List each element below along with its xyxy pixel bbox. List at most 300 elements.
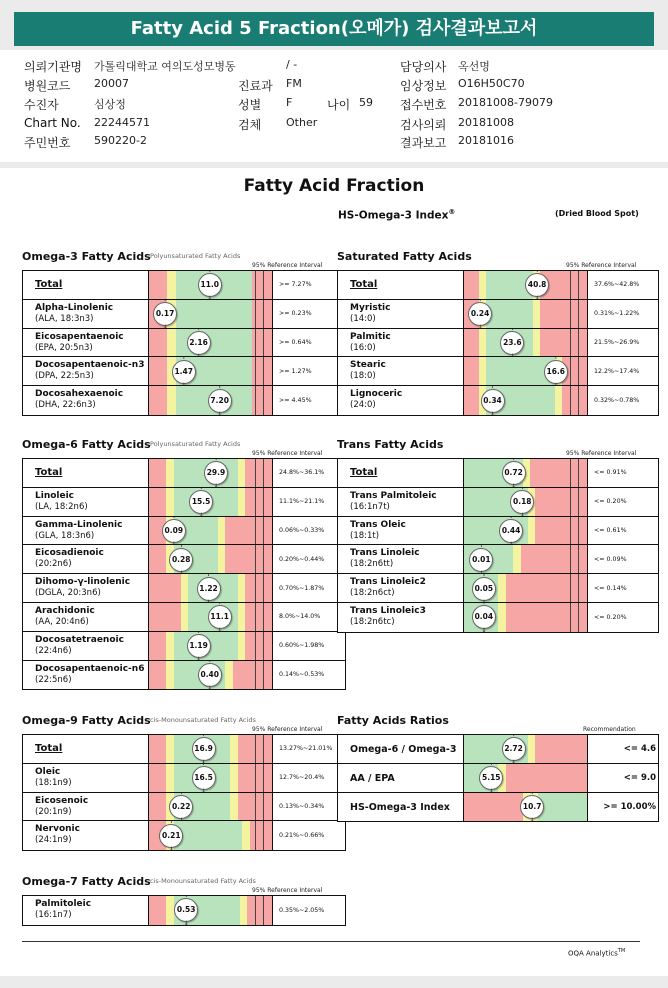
row-label [338,459,464,487]
borderline-zone [528,517,535,545]
reference-value: <= 0.09% [594,555,627,563]
row-label [23,821,149,850]
reference-value: 13.27%~21.01% [279,745,333,753]
range-marker-line [570,300,571,328]
row-name: Eicosadienoic [35,548,104,559]
row-formula: (24:1n9) [35,835,72,846]
omega6-section-subtitle: Polyunsaturated Fatty Acids [150,440,241,448]
row-formula: (GLA, 18:3n6) [35,530,95,541]
borderline-zone [238,603,245,631]
borderline-zone [238,459,245,487]
range-marker-line [578,357,579,385]
row-name: Docosahexaenoic [35,389,124,400]
ratios-table [337,734,659,822]
range-marker-line [263,357,264,385]
row-formula: (24:0) [350,400,376,411]
table-row [338,488,658,517]
range-marker-line [578,574,579,602]
borderline-zone [166,661,173,690]
reference-value: >= 4.45% [279,397,312,405]
range-marker-line [578,271,579,299]
row-label [23,764,149,792]
borderline-zone [528,735,535,763]
header-value-hospital-code: 20007 [94,77,129,90]
reference-value: <= 0.61% [594,526,627,534]
header-label-receipt-no: 접수번호 [400,98,447,112]
range-bar [464,271,588,299]
omega7-table [22,895,346,926]
result-value-bubble: ↑ 0.18 ↓ [510,490,534,514]
header-label-specimen: 검체 [238,118,262,132]
table-row [338,459,658,488]
range-marker-line [255,517,256,545]
borderline-zone [498,603,505,632]
result-value-bubble: ↑ 7.20 ↓ [208,389,232,413]
reference-value: 12.7%~20.4% [279,774,325,782]
omega7-reference-label: 95% Reference Interval [252,887,323,894]
row-name: Trans Oleic [350,519,406,530]
row-name: Stearic [350,360,386,371]
omega9-table [22,734,346,851]
row-label [338,603,464,632]
borderline-zone [218,517,225,545]
row-formula: (18:2n6tt) [350,559,394,570]
range-bar [464,488,588,516]
omega7-section-subtitle: cis-Monounsaturated Fatty Acids [150,877,256,885]
reference-value: 0.32%~0.78% [594,397,640,405]
row-label [23,574,149,602]
borderline-zone [479,329,486,357]
borderline-zone [166,488,173,516]
range-marker-line [263,517,264,545]
reference-value: 11.1%~21.1% [279,498,325,506]
table-row [338,793,658,822]
patient-header [0,50,668,162]
range-marker-line [255,459,256,487]
range-bar [149,574,273,602]
result-value-bubble: ↑ 10.7 ↓ [520,795,544,819]
table-row [23,603,345,632]
result-value-bubble: ↑ 5.15 ↓ [479,766,503,790]
range-bar [464,386,588,415]
footer-brand-text: OQA Analytics [568,949,618,958]
range-bar [149,329,273,357]
range-marker-line [255,764,256,792]
reference-value: >= 1.27% [279,367,312,375]
result-value-bubble: ↑ 0.04 ↓ [472,605,496,629]
range-bar [149,896,273,925]
range-marker-line [570,459,571,487]
range-marker-line [255,574,256,602]
registered-mark: ® [448,208,456,216]
range-marker-line [263,821,264,850]
reference-value: <= 0.91% [594,469,627,477]
range-bar [149,459,273,487]
range-marker-line [263,574,264,602]
result-value-bubble: ↑ 0.44 ↓ [499,519,523,543]
row-label [338,517,464,545]
reference-value: <= 9.0 [623,772,656,783]
range-marker-line [578,459,579,487]
row-label [338,793,464,822]
row-name: Total [35,279,63,290]
reference-value: 12.2%~17.4% [594,367,640,375]
header-value-department: FM [286,77,302,90]
reference-value: <= 0.20% [594,613,627,621]
range-marker-line [263,793,264,821]
range-marker-line [255,545,256,573]
row-name: Arachidonic [35,606,95,616]
result-value-bubble: ↑ 1.47 ↓ [172,360,196,384]
table-row [23,661,345,690]
trademark-mark: TM [617,948,626,954]
header-value-hospital: 가톨릭대학교 여의도성모병동 [94,60,236,73]
omega9-section-subtitle: cis-Monounsaturated Fatty Acids [150,716,256,724]
row-formula: (14:0) [350,313,376,324]
result-value-bubble: ↑ 0.24 ↓ [468,302,492,326]
range-marker-line [578,386,579,415]
table-row [338,271,658,300]
header-label-id-number: 주민번호 [24,136,71,150]
range-bar [464,574,588,602]
table-row [338,517,658,546]
row-formula: (DPA, 22:5n3) [35,371,94,382]
row-name: Palmitoleic [35,899,92,909]
range-marker-line [570,488,571,516]
row-name: Total [350,467,378,478]
borderline-zone [533,329,540,357]
hs-omega3-index-title-text: HS-Omega-3 Index [338,209,449,222]
range-marker-line [570,329,571,357]
result-value-bubble: ↑ 2.72 ↓ [502,737,526,761]
table-row [338,603,658,632]
table-row [338,386,658,415]
footer-brand [568,948,625,957]
range-marker-line [263,271,264,299]
result-value-bubble: ↑ 0.17 ↓ [153,302,177,326]
borderline-zone [533,300,540,328]
range-bar [149,793,273,821]
reference-value: >= 0.23% [279,310,312,318]
reference-value: >= 10.00% [603,801,656,812]
range-marker-line [263,735,264,763]
header-label-clinical-info: 임상정보 [400,79,447,93]
normal-zone [486,300,533,328]
reference-value: <= 0.14% [594,584,627,592]
range-bar [149,764,273,792]
range-marker-line [255,271,256,299]
trans-table [337,458,659,633]
reference-value: 37.6%~42.8% [594,281,640,289]
sample-type: (Dried Blood Spot) [555,209,639,218]
header-label-request-date: 검사의뢰 [400,118,447,132]
omega6-reference-label: 95% Reference Interval [252,450,323,457]
row-formula: (DGLA, 20:3n6) [35,588,101,599]
header-label-sex: 성별 [238,98,262,112]
reference-value: 0.31%~1.22% [594,310,640,318]
reference-value: >= 7.27% [279,281,312,289]
range-marker-line [570,517,571,545]
borderline-zone [498,574,505,602]
reference-value: 0.21%~0.66% [279,832,325,840]
result-value-bubble: ↑ 16.6 ↓ [544,360,568,384]
borderline-zone [240,896,247,925]
omega9-section-title: Omega-9 Fatty Acids [22,714,151,727]
range-marker-line [578,329,579,357]
row-formula: (16:1n7) [35,910,72,920]
borderline-zone [181,603,188,631]
row-name: Trans Linoleic2 [350,577,426,588]
borderline-zone [166,459,173,487]
range-bar [149,735,273,763]
range-marker-line [578,603,579,632]
result-value-bubble: ↑ 29.9 ↓ [204,461,228,485]
reference-value: 0.14%~0.53% [279,671,325,679]
row-label [23,300,149,328]
range-bar [149,632,273,660]
table-row [23,300,345,329]
range-marker-line [255,896,256,925]
trans-section-title: Trans Fatty Acids [337,438,444,451]
row-name: Trans Linoleic3 [350,606,426,616]
range-bar [464,300,588,328]
row-name: Oleic [35,766,61,777]
borderline-zone [230,793,237,821]
row-name: Total [350,279,378,290]
borderline-zone [238,632,245,660]
row-formula: (20:1n9) [35,806,72,817]
saturated-section-title: Saturated Fatty Acids [337,250,472,263]
borderline-zone [230,735,237,763]
table-row [338,300,658,329]
row-formula: (16:1n7t) [350,501,390,512]
borderline-zone [555,386,562,415]
table-row [23,574,345,603]
borderline-zone [242,821,249,850]
row-label [23,896,149,925]
row-label [23,488,149,516]
row-formula: (AA, 20:4n6) [35,617,89,627]
header-value-request-date: 20181008 [458,116,514,129]
range-marker-line [578,300,579,328]
reference-value: 0.06%~0.33% [279,526,325,534]
reference-value: <= 0.20% [594,498,627,506]
result-value-bubble: ↑ 0.05 ↓ [472,577,496,601]
range-marker-line [578,488,579,516]
range-marker-line [570,271,571,299]
row-name: Docosapentaenoic-n6 [35,663,145,674]
header-label-chart-no: Chart No. [24,116,81,130]
range-marker-line [255,661,256,690]
row-formula: (22:5n6) [35,674,72,685]
borderline-zone [238,574,245,602]
range-marker-line [263,459,264,487]
ratios-reference-label: Recommendation [583,726,636,733]
result-value-bubble: ↑ 0.34 ↓ [481,389,505,413]
range-bar [464,357,588,385]
header-value-ward: / - [286,58,298,71]
row-label [23,603,149,631]
table-row [23,488,345,517]
row-name: Lignoceric [350,389,403,400]
row-label [23,459,149,487]
row-label [23,735,149,763]
table-row [23,329,345,358]
range-marker-line [263,603,264,631]
header-label-patient: 수진자 [24,98,59,112]
borderline-zone [181,574,188,602]
header-label-department: 진료과 [238,79,273,93]
omega3-table [22,270,346,416]
row-name: Eicosenoic [35,795,89,806]
range-marker-line [263,329,264,357]
range-marker-line [255,386,256,415]
header-label-report-date: 결과보고 [400,136,447,150]
row-name: Eicosapentaenoic [35,331,124,342]
range-marker-line [255,603,256,631]
result-value-bubble: ↑ 0.21 ↓ [159,824,183,848]
row-name: Trans Linoleic [350,548,420,559]
header-label-age: 나이 [327,98,351,112]
range-bar [149,603,273,631]
row-formula: (18:1n9) [35,777,72,788]
reference-value: 0.70%~1.87% [279,584,325,592]
range-marker-line [263,545,264,573]
normal-zone [538,793,587,822]
range-bar [149,517,273,545]
reference-value: 8.0%~14.0% [279,613,321,621]
row-label [338,764,464,792]
borderline-zone [230,764,237,792]
row-label [338,386,464,415]
row-label [338,545,464,573]
saturated-table [337,270,659,416]
borderline-zone [218,545,225,573]
range-bar [464,517,588,545]
row-name: Palmitic [350,331,391,342]
range-marker-line [578,517,579,545]
borderline-zone [166,896,173,925]
table-row [23,271,345,300]
omega9-reference-label: 95% Reference Interval [252,726,323,733]
row-formula: (20:2n6) [35,559,72,570]
result-value-bubble: ↑ 0.09 ↓ [162,519,186,543]
range-bar [149,488,273,516]
row-label [23,357,149,385]
table-row [338,545,658,574]
omega3-section-subtitle: Polyunsaturated Fatty Acids [150,252,241,260]
row-name: Dihomo-γ-linolenic [35,577,131,588]
row-label [23,271,149,299]
range-marker-line [578,545,579,573]
borderline-zone [166,632,173,660]
range-bar [464,329,588,357]
reference-value: >= 0.64% [279,338,312,346]
row-name: Docosatetraenoic [35,634,124,645]
normal-zone [174,821,243,850]
borderline-zone [238,488,245,516]
row-name: Alpha-Linolenic [35,302,114,313]
header-value-id-number: 590220-2 [94,134,147,147]
reference-value: 0.20%~0.44% [279,555,325,563]
borderline-zone [479,271,486,299]
table-row [23,764,345,793]
row-name: HS-Omega-3 Index [350,801,450,813]
row-label [338,271,464,299]
row-name: Omega-6 / Omega-3 [350,744,457,755]
header-label-hospital-code: 병원코드 [24,79,71,93]
range-bar [149,661,273,690]
row-formula: (18:2n6tc) [350,617,395,627]
row-label [338,300,464,328]
result-value-bubble: ↑ 16.5 ↓ [192,766,216,790]
row-name: Myristic [350,302,391,313]
footer-divider [22,941,640,942]
table-row [23,459,345,488]
range-bar [464,603,588,632]
range-bar [149,300,273,328]
header-value-age: 59 [359,96,373,109]
table-row [23,821,345,850]
reference-value: 21.5%~26.9% [594,338,640,346]
table-row [23,896,345,925]
row-formula: (18:0) [350,371,376,382]
header-value-clinical-info: O16H50C70 [458,77,525,90]
header-value-chart-no: 22244571 [94,116,150,129]
range-bar [464,764,588,792]
table-row [23,793,345,822]
result-value-bubble: ↑ 0.22 ↓ [169,795,193,819]
table-row [23,386,345,415]
row-label [338,488,464,516]
normal-zone [176,300,252,328]
result-value-bubble: ↑ 23.6 ↓ [500,331,524,355]
row-label [23,545,149,573]
result-value-bubble: ↑ 1.22 ↓ [197,577,221,601]
row-formula: (16:0) [350,342,376,353]
row-label [23,517,149,545]
row-label [23,632,149,660]
range-marker-line [263,661,264,690]
range-marker-line [255,793,256,821]
table-row [338,574,658,603]
borderline-zone [167,329,176,357]
borderline-zone [225,661,232,690]
range-marker-line [255,821,256,850]
row-formula: (22:4n6) [35,645,72,656]
reference-value: 0.13%~0.34% [279,802,325,810]
range-bar [149,271,273,299]
row-label [23,386,149,415]
header-value-sex: F [286,96,293,109]
range-bar [464,793,588,822]
table-row [23,735,345,764]
range-marker-line [255,632,256,660]
range-marker-line [570,603,571,632]
row-name: Total [35,743,63,754]
borderline-zone [167,271,176,299]
range-bar [149,386,273,415]
report-title-bar: Fatty Acid 5 Fraction(오메가) 검사결과보고서 [14,12,654,46]
report-main-title: Fatty Acid Fraction [243,176,425,196]
range-marker-line [255,329,256,357]
row-label [338,735,464,763]
result-value-bubble: ↑ 15.5 ↓ [189,490,213,514]
table-row [338,764,658,793]
table-row [23,632,345,661]
range-bar [149,821,273,850]
row-name: Total [35,467,63,478]
